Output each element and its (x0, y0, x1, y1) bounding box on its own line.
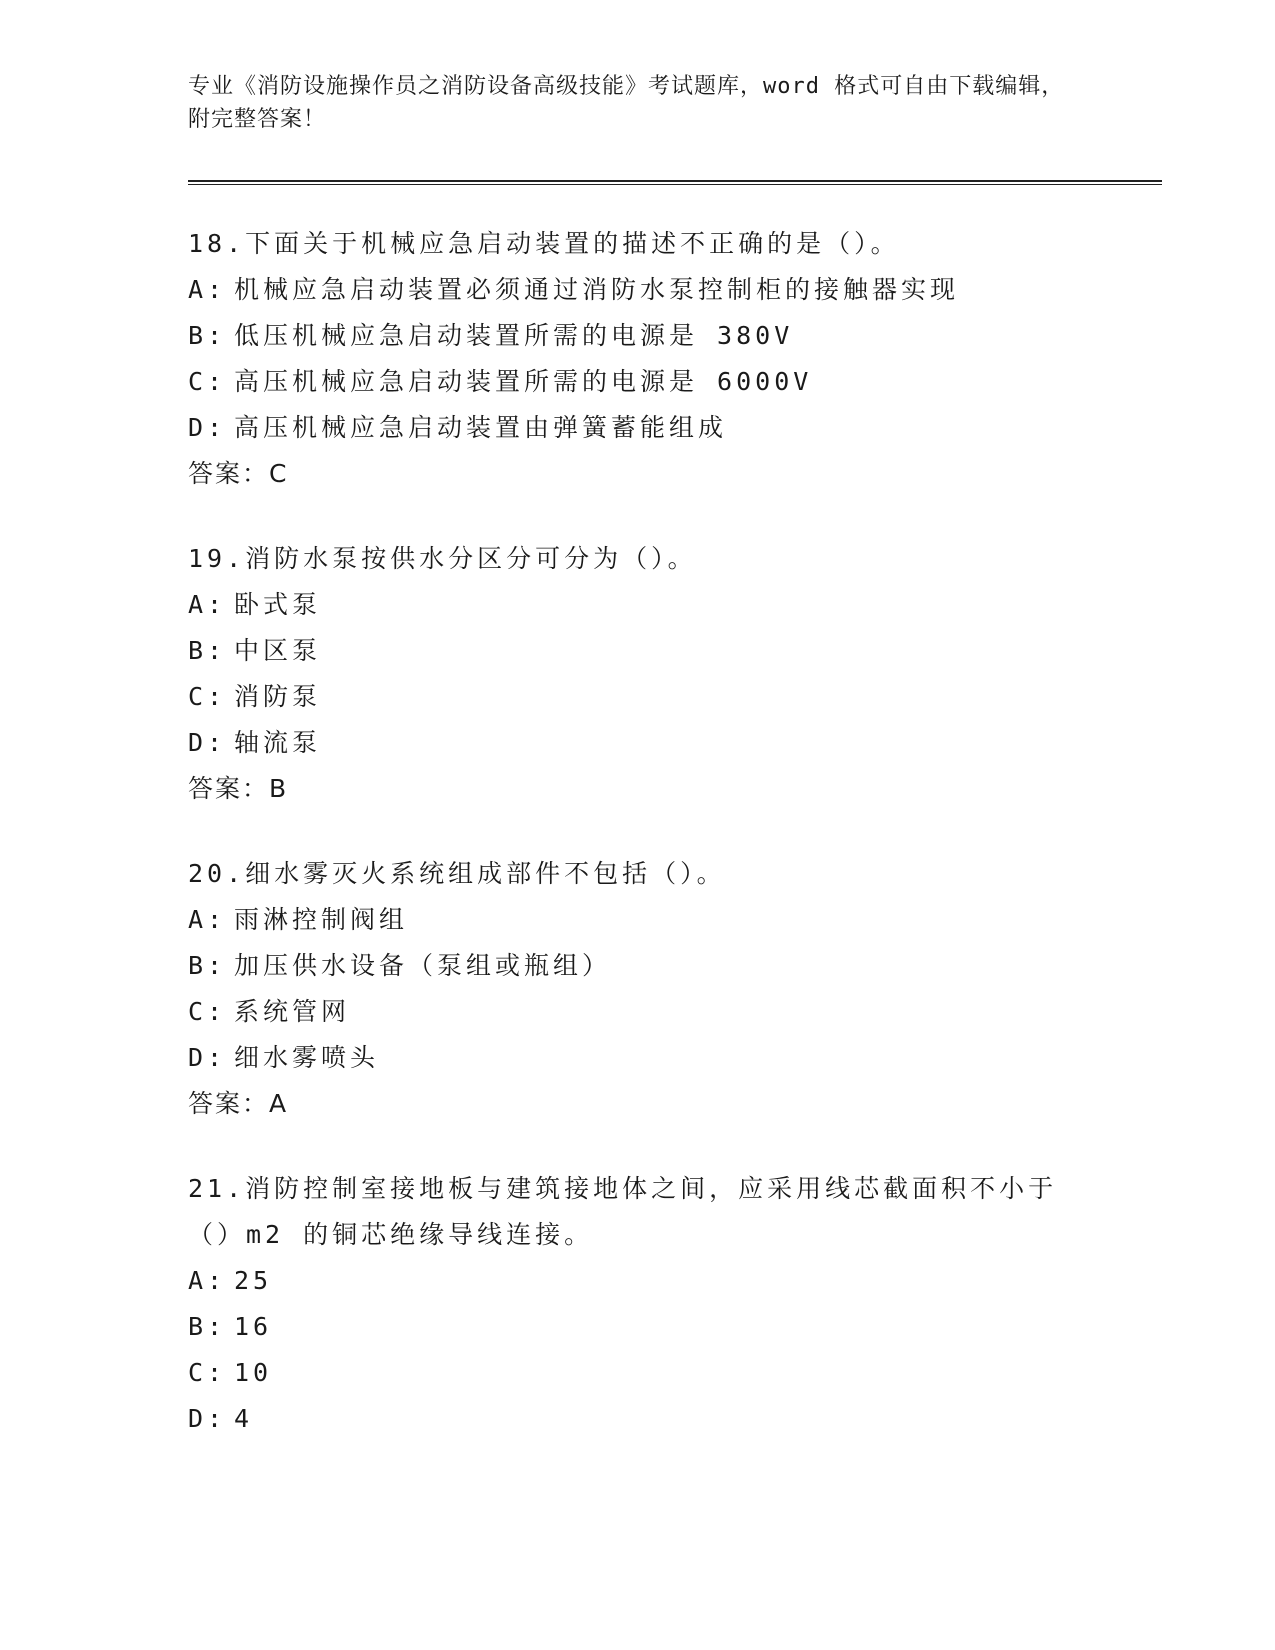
option-c (188, 674, 1088, 720)
option-text: 加压供水设备（泵组或瓶组） (234, 951, 612, 980)
option-a (188, 897, 1088, 943)
option-text: 系统管网 (234, 997, 351, 1026)
option-letter: B: (188, 321, 227, 350)
option-text: 消防泵 (234, 682, 322, 711)
header-divider-thin (188, 184, 1162, 185)
question-19 (188, 536, 1088, 812)
option-a (188, 582, 1088, 628)
option-text: 机械应急启动装置必须通过消防水泵控制柜的接触器实现 (234, 275, 960, 304)
option-a (188, 1258, 1068, 1304)
option-text: 4 (234, 1404, 254, 1433)
option-c (188, 989, 1088, 1035)
option-text: 10 (234, 1358, 273, 1387)
option-text: 雨淋控制阀组 (234, 905, 409, 934)
option-letter: A: (188, 590, 227, 619)
option-letter: D: (188, 728, 227, 757)
option-text: 16 (234, 1312, 273, 1341)
question-18 (188, 221, 1088, 497)
question-stem: 19.消防水泵按供水分区分可分为（）。 (188, 544, 697, 573)
option-letter: B: (188, 636, 227, 665)
question-stem: 18.下面关于机械应急启动装置的描述不正确的是（）。 (188, 229, 900, 258)
option-b (188, 943, 1088, 989)
option-d (188, 405, 1088, 451)
option-text: 25 (234, 1266, 273, 1295)
option-letter: A: (188, 905, 227, 934)
option-letter: B: (188, 1312, 227, 1341)
option-letter: C: (188, 997, 227, 1026)
option-c (188, 359, 1088, 405)
question-stem: 20.细水雾灭火系统组成部件不包括（）。 (188, 859, 726, 888)
option-letter: D: (188, 413, 227, 442)
answer-line: 答案：A (188, 1089, 289, 1118)
option-b (188, 313, 1088, 359)
question-20 (188, 851, 1088, 1127)
question-stem: 21.消防控制室接地板与建筑接地体之间，应采用线芯截面积不小于（）m2 的铜芯绝缘导线连接。 (188, 1174, 1058, 1249)
option-text: 中区泵 (234, 636, 322, 665)
option-letter: D: (188, 1043, 227, 1072)
document-header: 专业《消防设施操作员之消防设备高级技能》考试题库，word 格式可自由下载编辑，附完整答案！ (188, 74, 1065, 132)
option-text: 细水雾喷头 (234, 1043, 380, 1072)
option-c (188, 1350, 1068, 1396)
option-b (188, 628, 1088, 674)
option-d (188, 1396, 1068, 1442)
option-text: 低压机械应急启动装置所需的电源是 380V (234, 321, 794, 350)
option-letter: A: (188, 275, 227, 304)
option-d (188, 720, 1088, 766)
option-b (188, 1304, 1068, 1350)
question-21 (188, 1166, 1068, 1442)
option-letter: C: (188, 1358, 227, 1387)
answer-line: 答案：C (188, 459, 289, 488)
answer-line: 答案：B (188, 774, 289, 803)
option-a (188, 267, 1088, 313)
option-letter: D: (188, 1404, 227, 1433)
option-d (188, 1035, 1088, 1081)
option-letter: C: (188, 367, 227, 396)
option-letter: B: (188, 951, 227, 980)
option-text: 卧式泵 (234, 590, 322, 619)
option-text: 高压机械应急启动装置所需的电源是 6000V (234, 367, 813, 396)
header-divider-thick (188, 180, 1162, 182)
option-text: 轴流泵 (234, 728, 322, 757)
option-letter: A: (188, 1266, 227, 1295)
option-text: 高压机械应急启动装置由弹簧蓄能组成 (234, 413, 728, 442)
option-letter: C: (188, 682, 227, 711)
